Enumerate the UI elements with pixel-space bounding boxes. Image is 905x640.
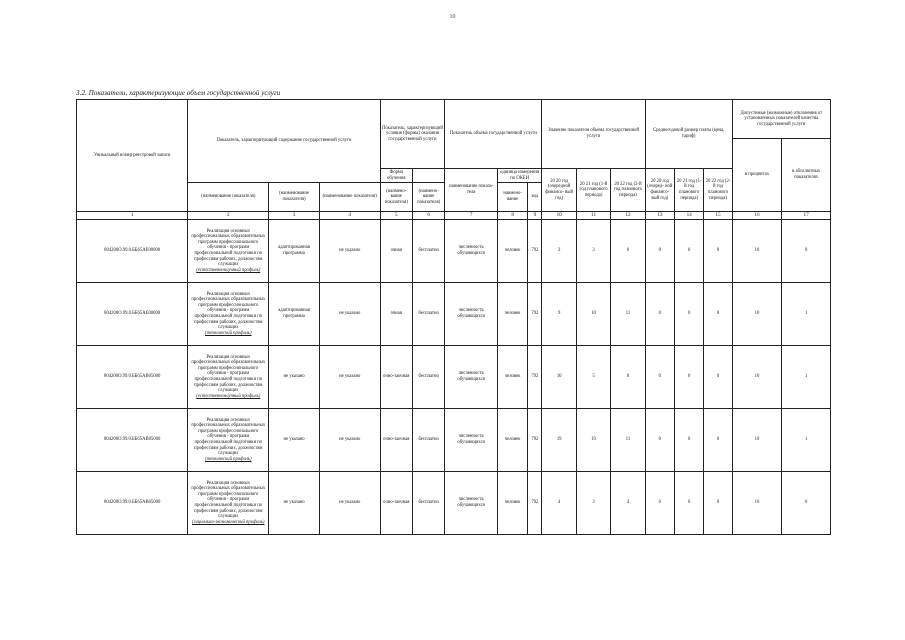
table-row: [77, 472, 831, 535]
column-number: 3: [269, 212, 320, 220]
value-2021: 5: [576, 346, 610, 409]
deviation-absolute: 0: [782, 220, 831, 283]
header-unit-code: код: [528, 183, 542, 212]
fee-2021: 0: [675, 346, 704, 409]
deviation-absolute: 1: [782, 346, 831, 409]
unit-code: 792: [528, 472, 542, 535]
header-unit-okei: единица измерения по ОКЕИ: [497, 169, 542, 183]
value-2022: 6: [611, 220, 645, 283]
column-number: 4: [319, 212, 380, 220]
unit-code: 792: [528, 409, 542, 472]
fee-2021: 0: [675, 283, 704, 346]
service-profile: (социально-экономический профиль): [192, 519, 265, 525]
header-hint-3: (наименование показателя): [319, 183, 380, 212]
fee-2022: 0: [704, 283, 732, 346]
column-number: 15: [704, 212, 732, 220]
header-dev-absolute: в абсолютных показателях: [782, 139, 831, 212]
column-number: 13: [645, 212, 674, 220]
value-2020: 3: [542, 220, 576, 283]
fee-2021: 0: [675, 220, 704, 283]
fee-2020: 0: [645, 472, 674, 535]
service-name: [188, 346, 269, 409]
header-form-of-study: Форма обучения: [380, 169, 412, 183]
registry-number: 804200О.99.0.ББ65АВ05000: [77, 346, 188, 409]
program-type: адаптированная программа: [269, 220, 320, 283]
header-val-y2: 20 21 год (1-й год планового периода): [576, 169, 610, 212]
header-val-y3: 20 22 год (2-й год планового периода): [611, 169, 645, 212]
column-number: 16: [732, 212, 782, 220]
fee-2020: 0: [645, 409, 674, 472]
column-numbers-row: [77, 212, 831, 220]
unit-name: человек: [497, 409, 527, 472]
specification: не указано: [319, 409, 380, 472]
value-2022: 4: [611, 472, 645, 535]
fee-2020: 0: [645, 346, 674, 409]
section-title: 3.2. Показатели, характеризующие объем государственной услуги: [76, 89, 281, 97]
value-2021: 10: [576, 283, 610, 346]
column-number: 12: [611, 212, 645, 220]
table-row: [77, 346, 831, 409]
fee-2020: 0: [645, 220, 674, 283]
column-number: 6: [412, 212, 444, 220]
unit-name: человек: [497, 220, 527, 283]
value-2020: 19: [542, 409, 576, 472]
column-number: 11: [576, 212, 610, 220]
fee-2022: 0: [704, 220, 732, 283]
payment-type: бесплатно: [412, 283, 444, 346]
header-dev-percent: в процентах: [732, 139, 782, 212]
service-profile: (технический профиль): [205, 330, 252, 336]
value-2021: 19: [576, 409, 610, 472]
header-fee-group: Среднегодовой размер платы (цена, тариф): [645, 100, 732, 169]
indicator-name: численность обучающихся: [445, 472, 498, 535]
value-2020: 9: [542, 283, 576, 346]
service-text: Реализация основных профессиональных образовательных программ профессионального обучения - программ профессиональной подготовки по профессиям рабочих, должностям служащих: [191, 291, 266, 331]
value-2021: 3: [576, 220, 610, 283]
table-row: [77, 409, 831, 472]
fee-2021: 0: [675, 409, 704, 472]
table-row: [77, 220, 831, 283]
unit-name: человек: [497, 283, 527, 346]
value-2020: 10: [542, 346, 576, 409]
fee-2021: 0: [675, 472, 704, 535]
header-registry-number: Уникальный номер реестровой записи: [77, 100, 188, 212]
payment-type: бесплатно: [412, 220, 444, 283]
deviation-percent: 10: [732, 346, 782, 409]
deviation-percent: 10: [732, 409, 782, 472]
header-hint-4: (наимено- вание показателя): [380, 183, 412, 212]
header-hint-2: (наименование показателя): [269, 183, 320, 212]
header-volume-group: Показатель объема государственной услуги: [445, 100, 542, 169]
payment-type: бесплатно: [412, 409, 444, 472]
form-of-study: очная: [380, 220, 412, 283]
service-profile: (естественнонаучный профиль): [196, 267, 261, 273]
column-number: 9: [528, 212, 542, 220]
unit-code: 792: [528, 220, 542, 283]
header-indicator-name: наименование показа- теля: [445, 169, 498, 212]
header-deviation-group: Допустимые (возможные) отклонения от установленных показателей качества государственной услуги: [732, 100, 830, 139]
form-of-study: очно-заочная: [380, 409, 412, 472]
value-2020: 4: [542, 472, 576, 535]
deviation-absolute: 1: [782, 409, 831, 472]
specification: не указано: [319, 346, 380, 409]
service-name: [188, 409, 269, 472]
header-fee-y1: 20 20 год (очеред- ной финансо- вый год): [645, 169, 674, 212]
form-of-study: очно-заочная: [380, 472, 412, 535]
registry-number: 804200О.99.0.ББ65АЕ00000: [77, 220, 188, 283]
fee-2022: 0: [704, 346, 732, 409]
indicator-name: численность обучающихся: [445, 346, 498, 409]
deviation-percent: 10: [732, 472, 782, 535]
header-hint-1: (наименование показателя): [188, 183, 269, 212]
header-unit-name: наимено- вание: [497, 183, 527, 212]
payment-type: бесплатно: [412, 472, 444, 535]
header-conditions-blank: [412, 169, 444, 183]
deviation-absolute: 0: [782, 472, 831, 535]
header-val-y1: 20 20 год (очередной финансо- вый год): [542, 169, 576, 212]
table-row: [77, 283, 831, 346]
specification: не указано: [319, 220, 380, 283]
registry-number: 804200О.99.0.ББ65АВ05000: [77, 409, 188, 472]
column-number: 17: [782, 212, 831, 220]
specification: не указано: [319, 283, 380, 346]
column-number: 2: [188, 212, 269, 220]
indicator-name: численность обучающихся: [445, 283, 498, 346]
volume-indicators-table: [76, 99, 831, 535]
service-text: Реализация основных профессиональных образовательных программ профессионального обучения - программ профессиональной подготовки по профессиям рабочих, должностям служащих: [191, 417, 266, 457]
service-profile: (технический профиль): [205, 456, 252, 462]
column-number: 7: [445, 212, 498, 220]
service-text: Реализация основных профессиональных образовательных программ профессионального обучения - программ профессиональной подготовки по профессиям рабочих, должностям служащих: [191, 228, 266, 268]
indicator-name: численность обучающихся: [445, 220, 498, 283]
column-number: 10: [542, 212, 576, 220]
unit-name: человек: [497, 346, 527, 409]
program-type: адаптированная программа: [269, 283, 320, 346]
fee-2020: 0: [645, 283, 674, 346]
unit-code: 792: [528, 346, 542, 409]
registry-number: 804200О.99.0.ББ65АЕ00000: [77, 283, 188, 346]
program-type: не указано: [269, 472, 320, 535]
service-profile: (естественнонаучный профиль): [196, 393, 261, 399]
service-text: Реализация основных профессиональных образовательных программ профессионального обучения - программ профессиональной подготовки по профессиям рабочих, должностям служащих: [191, 480, 266, 520]
program-type: не указано: [269, 409, 320, 472]
column-number: 14: [675, 212, 704, 220]
unit-code: 792: [528, 283, 542, 346]
deviation-absolute: 1: [782, 283, 831, 346]
indicator-name: численность обучающихся: [445, 409, 498, 472]
value-2021: 3: [576, 472, 610, 535]
header-values-group: Значение показателя объема государственной услуги: [542, 100, 645, 169]
header-fee-y3: 20 22 год (2-й год планового периода): [704, 169, 732, 212]
program-type: не указано: [269, 346, 320, 409]
value-2022: 11: [611, 409, 645, 472]
service-name: [188, 472, 269, 535]
fee-2022: 0: [704, 472, 732, 535]
form-of-study: очная: [380, 283, 412, 346]
page-number: 10: [449, 14, 456, 20]
form-of-study: очно-заочная: [380, 346, 412, 409]
fee-2022: 0: [704, 409, 732, 472]
unit-name: человек: [497, 472, 527, 535]
header-fee-y2: 20 21 год (1-й год планового периода): [675, 169, 704, 212]
column-number: 1: [77, 212, 188, 220]
column-number: 5: [380, 212, 412, 220]
service-name: [188, 220, 269, 283]
header-content-group: Показатель, характеризующий содержание государственной услуги: [188, 100, 380, 183]
header-hint-5: (наимено- вание показателя): [412, 183, 444, 212]
service-text: Реализация основных профессиональных образовательных программ профессионального обучения - программ профессиональной подготовки по профессиям рабочих, должностям служащих: [191, 354, 266, 394]
deviation-percent: 10: [732, 283, 782, 346]
specification: не указано: [319, 472, 380, 535]
value-2022: 11: [611, 283, 645, 346]
column-number: 8: [497, 212, 527, 220]
header-conditions-group: Показатель, характеризующий условия (формы) оказания государственной услуги: [380, 100, 445, 169]
service-name: [188, 283, 269, 346]
deviation-percent: 10: [732, 220, 782, 283]
payment-type: бесплатно: [412, 346, 444, 409]
value-2022: 8: [611, 346, 645, 409]
registry-number: 804200О.99.0.ББ65АВ05000: [77, 472, 188, 535]
